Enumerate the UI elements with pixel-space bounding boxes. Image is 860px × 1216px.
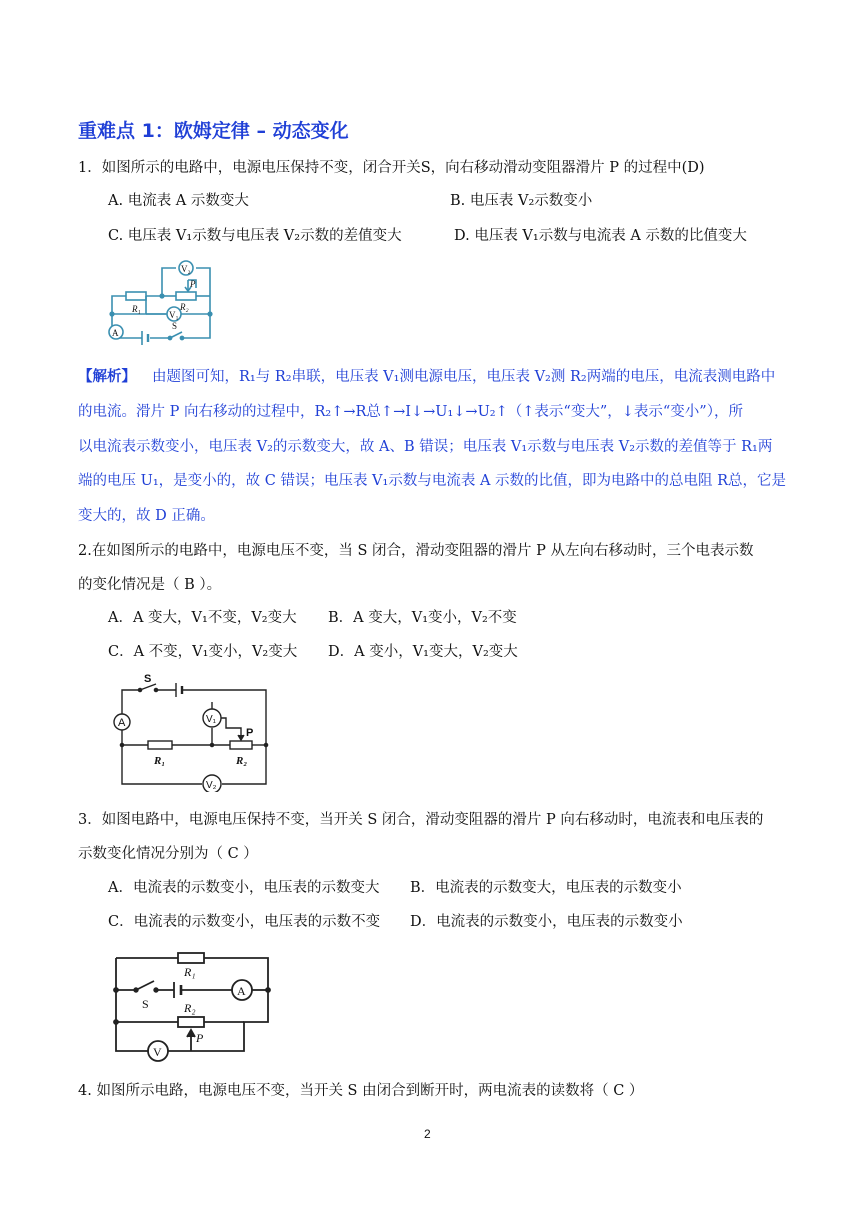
q1-v1-label: V₁	[169, 310, 179, 320]
analysis-line-1	[78, 366, 775, 388]
analysis-line-4: 端的电压 U₁，是变小的，故 C 错误；电压表 V₁示数与电流表 A 示数的比值，即为电路中的总电阻 R总，它是	[78, 473, 787, 489]
q2-option-a: A．A 变大，V₁不变，V₂变大	[108, 610, 297, 626]
q3-stem-1: 3．如图电路中，电源电压保持不变，当开关 S 闭合，滑动变阻器的滑片 P 向右移动时，电流表和电压表的	[78, 812, 764, 828]
q3-stem-2: 示数变化情况分别为（ C ）	[78, 846, 258, 862]
q2-option-d: D．A 变小，V₁变大，V₂变大	[328, 644, 518, 660]
q3-option-d: D．电流表的示数变小，电压表的示数变小	[410, 914, 683, 930]
analysis-line-5: 变大的，故 D 正确。	[78, 508, 215, 524]
q1-option-c: C. 电压表 V₁示数与电压表 V₂示数的差值变大	[108, 228, 402, 244]
q1-r1-label: R₁	[132, 304, 141, 314]
q3-option-b: B．电流表的示数变大，电压表的示数变小	[410, 880, 682, 896]
q1-stem: 1．如图所示的电路中，电源电压保持不变，闭合开关S，向右移动滑动变阻器滑片 P 的过程中(D)	[78, 160, 705, 176]
q2-v1-label: V₁	[206, 714, 217, 725]
q3-circuit-diagram	[106, 946, 281, 1066]
q1-p-label: P	[190, 279, 196, 289]
q2-stem-2: 的变化情况是（ B ）。	[78, 577, 222, 593]
q3-ammeter-label: A	[237, 984, 246, 998]
q2-p-label: P	[246, 727, 254, 739]
q2-option-c: C．A 不变，V₁变小，V₂变大	[108, 644, 298, 660]
q3-p-label: P	[196, 1031, 204, 1045]
analysis-text-1: 由题图可知，R₁与 R₂串联，电压表 V₁测电源电压，电压表 V₂测 R₂两端的电压，电流表测电路中	[152, 369, 776, 385]
q1-option-d: D. 电压表 V₁示数与电流表 A 示数的比值变大	[454, 228, 747, 244]
q3-option-a: A．电流表的示数变小，电压表的示数变大	[108, 880, 380, 896]
q1-option-a: A. 电流表 A 示数变大	[108, 193, 249, 209]
q4-stem: 4. 如图所示电路，电源电压不变，当开关 S 由闭合到断开时，两电流表的读数将（ C ）	[78, 1083, 644, 1099]
q2-r1-label: R₁	[154, 755, 166, 767]
analysis-tag: 【解析】	[78, 368, 136, 385]
q3-r2-label: R₂	[184, 1001, 196, 1015]
q2-option-b: B．A 变大，V₁变小，V₂不变	[328, 610, 517, 626]
q2-r2-label: R₂	[236, 755, 248, 767]
q2-stem-1: 2.在如图所示的电路中，电源电压不变，当 S 闭合，滑动变阻器的滑片 P 从左向右移动时，三个电表示数	[78, 543, 754, 559]
page-number: 2	[424, 1127, 431, 1141]
q1-option-b: B. 电压表 V₂示数变小	[450, 193, 593, 209]
q3-r1-label: R₁	[184, 965, 196, 979]
q1-r2-label: R₂	[180, 302, 189, 312]
q3-voltmeter-label: V	[153, 1045, 162, 1059]
q3-option-c: C．电流表的示数变小，电压表的示数不变	[108, 914, 381, 930]
q1-ammeter-label: A	[112, 328, 119, 338]
analysis-line-3: 以电流表示数变小，电压表 V₂的示数变大，故 A、B 错误；电压表 V₁示数与电压表 V₂示数的差值等于 R₁两	[78, 439, 773, 455]
q2-ammeter-label: A	[118, 717, 126, 729]
q1-s-label: S	[172, 321, 178, 331]
q2-s-label: S	[144, 673, 152, 685]
q1-v2-label: V₂	[181, 264, 191, 274]
q2-v2-label: V₂	[206, 780, 217, 791]
q1-circuit-diagram	[104, 256, 224, 352]
q2-circuit-diagram	[104, 672, 274, 792]
q3-s-label: S	[142, 997, 149, 1011]
analysis-line-2: 的电流。滑片 P 向右移动的过程中，R₂↑→R总↑→I↓→U₁↓→U₂↑（↑表示“变大”，↓表示“变小”），所	[78, 404, 743, 420]
section-heading: 重难点 1：欧姆定律 – 动态变化	[78, 120, 349, 142]
